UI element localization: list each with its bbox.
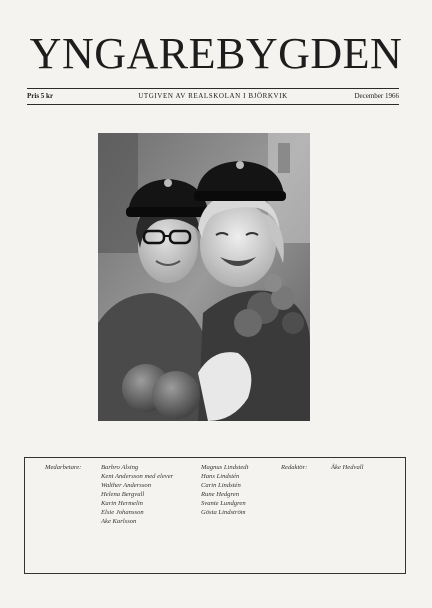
credits-column-2: [201, 463, 248, 517]
credit-name: Carin Lindstén: [201, 482, 241, 489]
price-label: Pris 5 kr: [27, 92, 54, 100]
credits-label: Medarbetare:: [45, 464, 82, 471]
credit-name: Magnus Lindstedt: [201, 464, 249, 471]
credit-name: Walther Andersson: [101, 482, 152, 489]
bottom-rule: [27, 104, 399, 105]
cover-photo-illustration: [98, 133, 310, 421]
credit-name: Barbro Alsing: [101, 464, 139, 471]
credit-name: Elsie Johansson: [101, 509, 144, 516]
masthead-title: YNGAREBYGDEN: [29, 29, 403, 78]
credit-name: Hans Lindstén: [201, 473, 240, 480]
credits-column-1: [101, 463, 173, 526]
credit-name: Helena Bergvall: [101, 491, 145, 498]
credit-name: Kent Andersson med elever: [101, 473, 174, 480]
issue-date: December 1966: [354, 92, 399, 100]
cover-photo: [98, 133, 310, 421]
credit-name: Gösta Lindström: [201, 509, 246, 516]
publisher-line: UTGIVEN AV REALSKOLAN I BJÖRKVIK: [138, 92, 288, 100]
credit-name: Rune Hedgren: [201, 491, 240, 498]
credit-name: Svante Lundgren: [201, 500, 246, 507]
editor-name: Åke Hedvall: [331, 464, 364, 471]
top-rule: [27, 88, 399, 89]
credit-name: Ake Karlsson: [101, 518, 137, 525]
credits-box: [24, 457, 406, 574]
editor-label: Redaktör:: [281, 464, 308, 471]
credit-name: Karin Hermelin: [101, 500, 143, 507]
info-bar: [27, 90, 399, 103]
